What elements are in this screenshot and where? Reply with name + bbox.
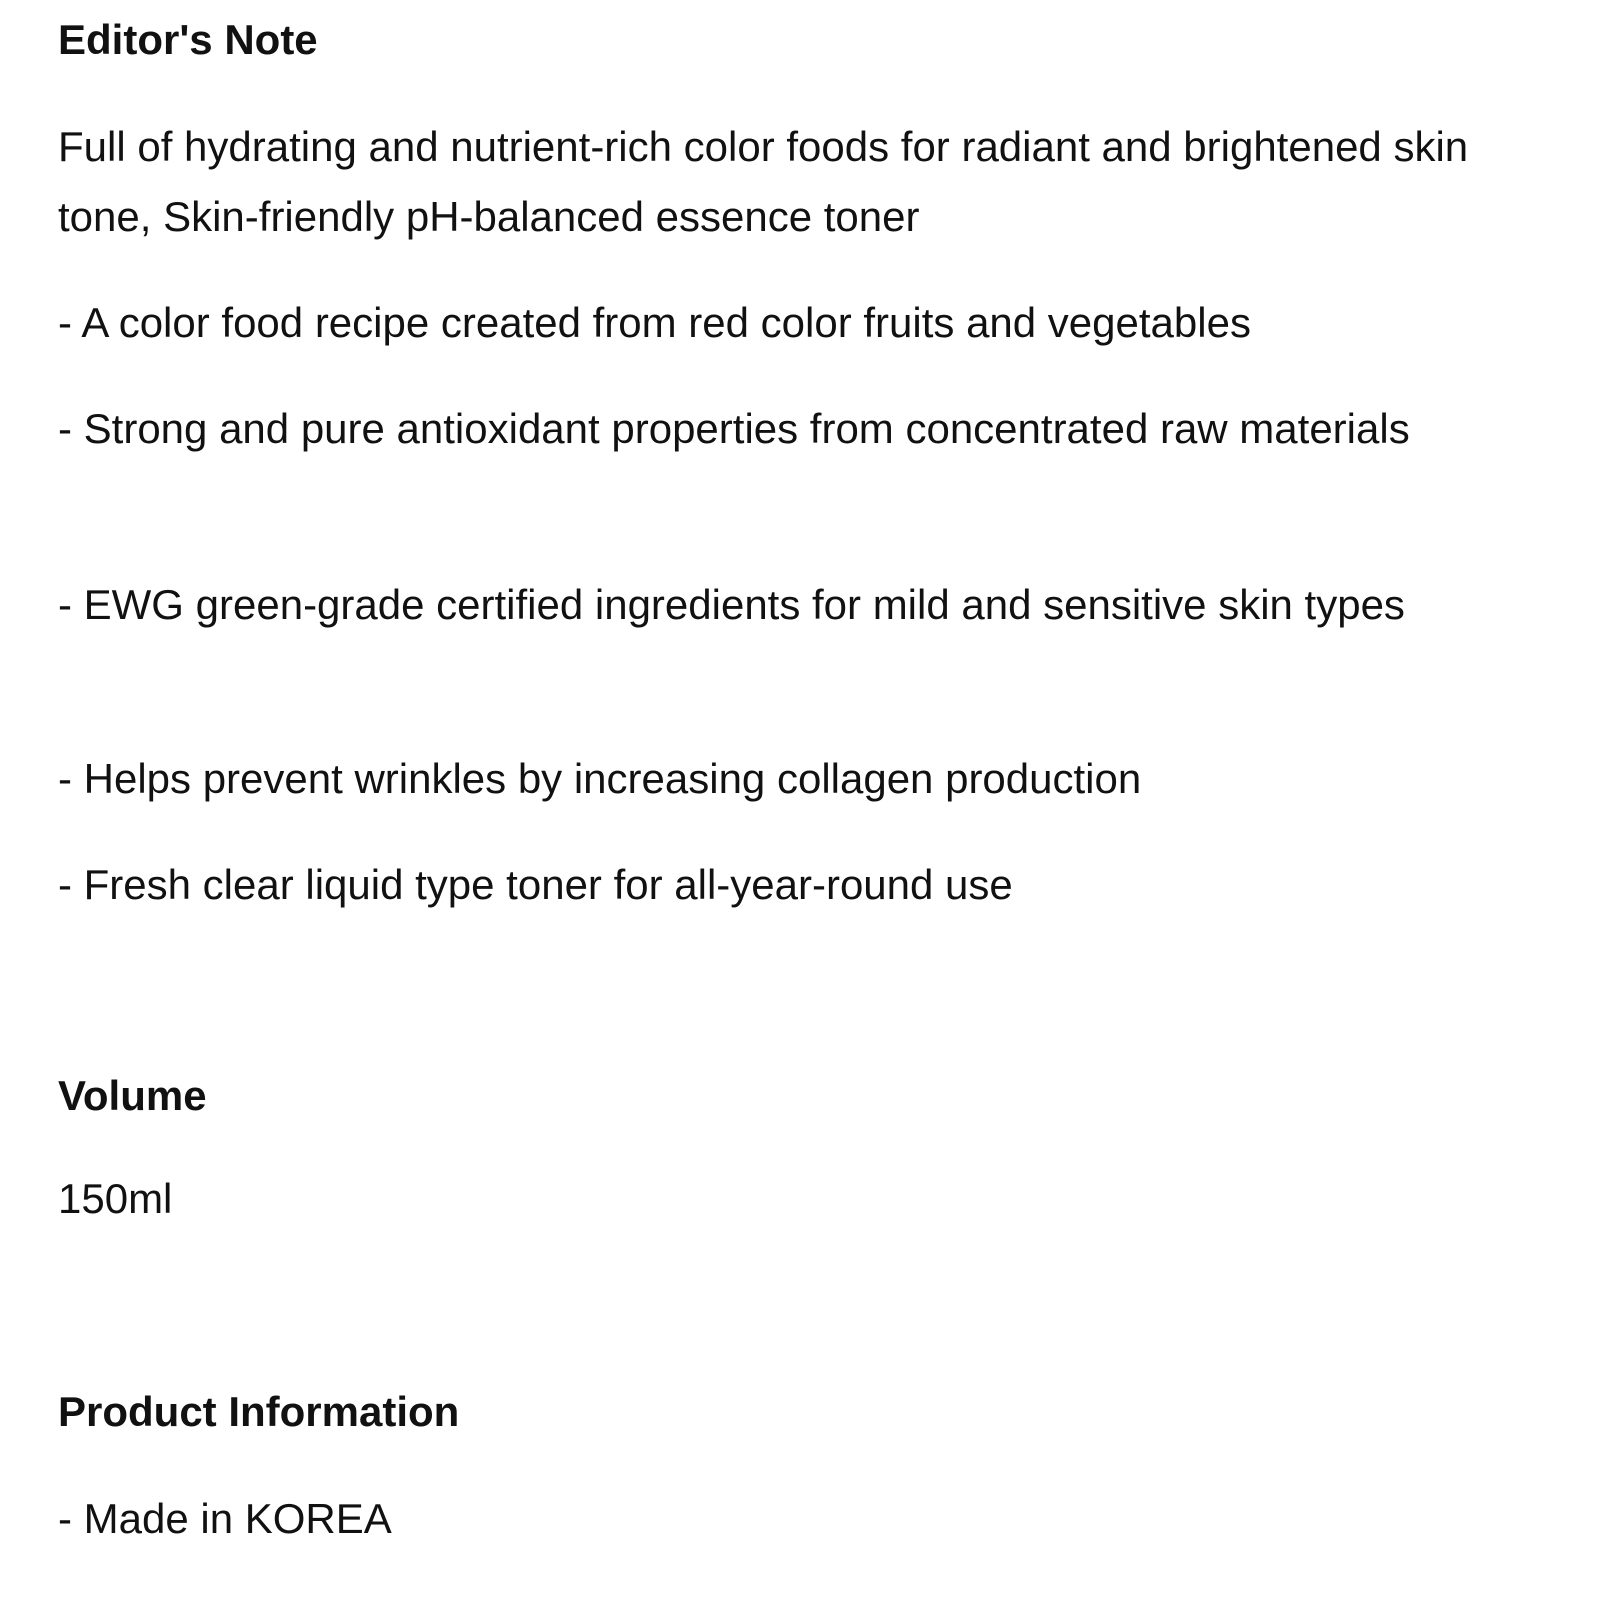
- volume-heading: Volume: [58, 1072, 207, 1119]
- editors-note-intro: Full of hydrating and nutrient-rich color foods for radiant and brightened skin tone, Skin-friendly pH-balanced essence toner: [58, 123, 1469, 240]
- product-information-heading: Product Information: [58, 1388, 460, 1435]
- editors-note-bullet: - Strong and pure antioxidant properties from concentrated raw materials: [58, 405, 1410, 452]
- editors-note-bullet: - EWG green-grade certified ingredients for mild and sensitive skin types: [58, 581, 1405, 628]
- editors-note-bullet: - Helps prevent wrinkles by increasing collagen production: [58, 755, 1142, 802]
- product-information-item: - Made in KOREA: [58, 1495, 392, 1542]
- volume-value: 150ml: [58, 1175, 173, 1222]
- editors-note-bullet: - A color food recipe created from red color fruits and vegetables: [58, 299, 1251, 346]
- editors-note-bullet: - Fresh clear liquid type toner for all-year-round use: [58, 861, 1013, 908]
- editors-note-heading: Editor's Note: [58, 16, 318, 63]
